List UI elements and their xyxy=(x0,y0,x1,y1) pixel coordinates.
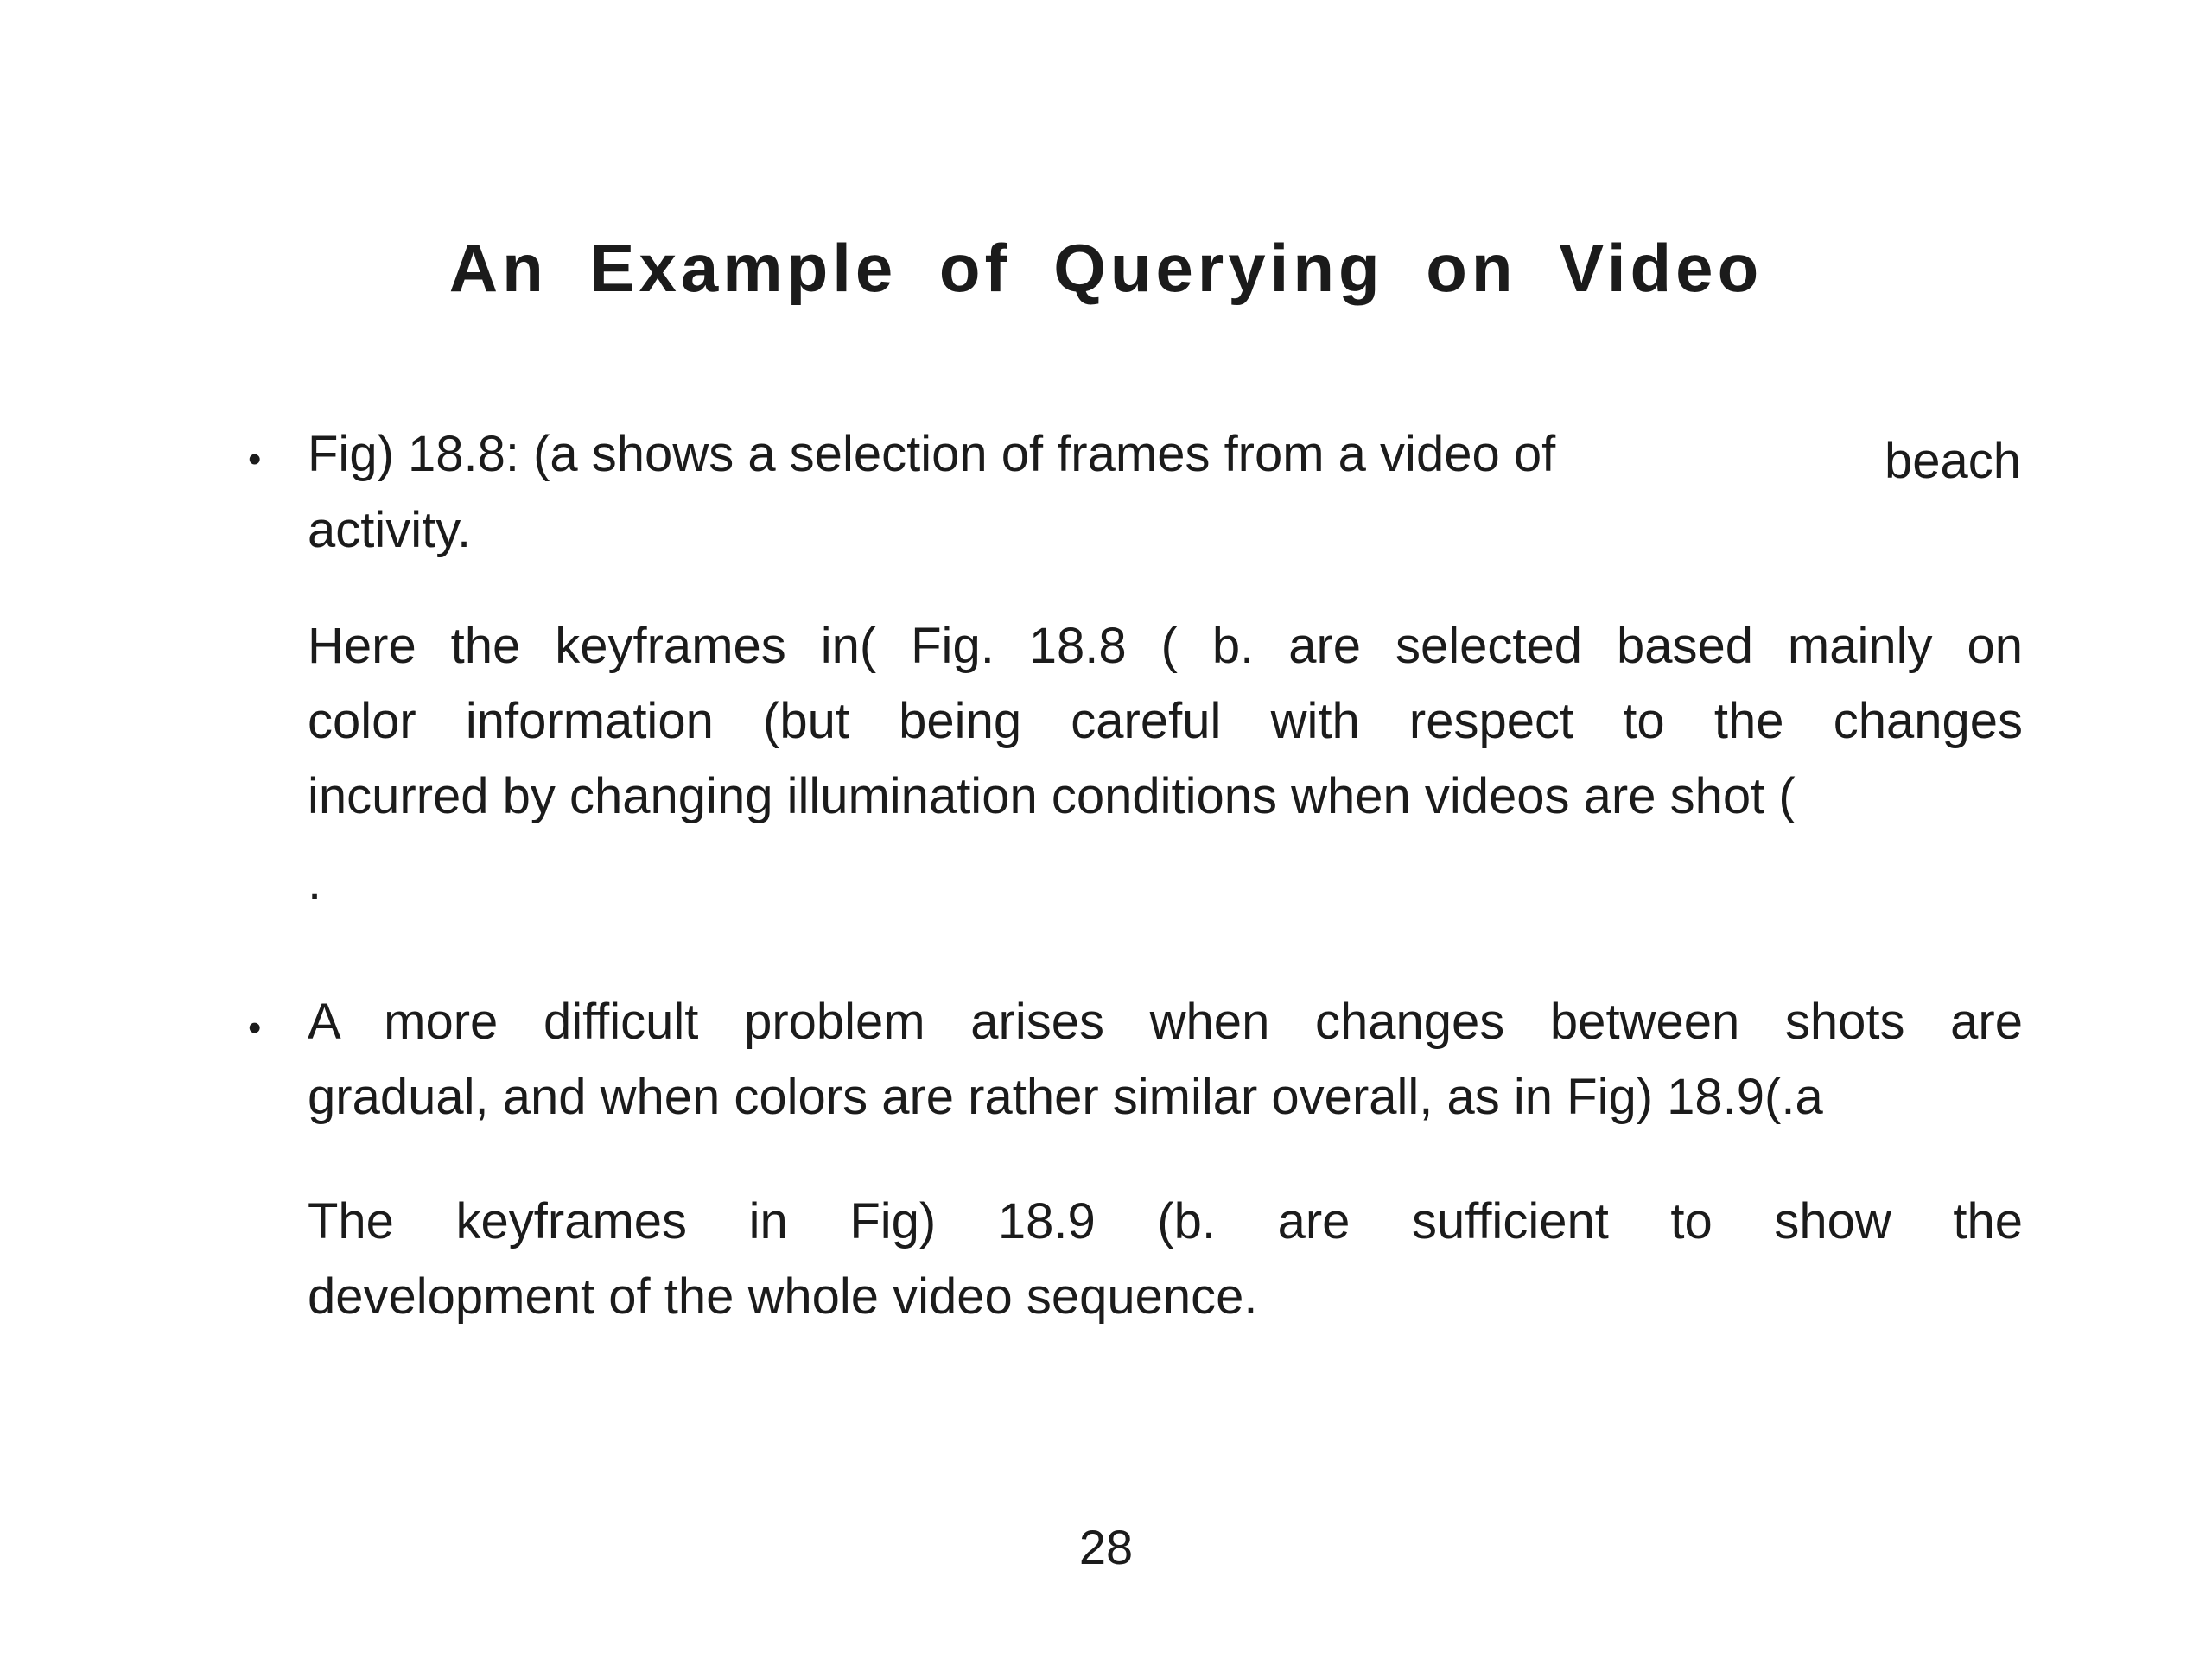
bullet-1-marker: • xyxy=(248,438,262,480)
bullet-1-line-1: Fig) 18.8: (a shows a selection of frames from a video of xyxy=(308,426,1556,482)
bullet-1-line-2: activity. xyxy=(308,502,472,558)
bullet-2-para-2-line-1: The keyframes in Fig) 18.9 (b. are sufficient to show the xyxy=(308,1193,2023,1249)
bullet-1-para-2-line-1: Here the keyframes in( Fig. 18.8 ( b. are selected based mainly on xyxy=(308,618,2023,674)
page-number: 28 xyxy=(1078,1520,1134,1574)
bullet-2-line-2: gradual, and when colors are rather similar overall, as in Fig) 18.9(.a xyxy=(308,1069,1823,1125)
bullet-1-line-1-right: beach xyxy=(1884,433,2021,489)
bullet-2-line-1: A more difficult problem arises when changes between shots are xyxy=(308,994,2023,1050)
bullet-1-para-2-line-4: . xyxy=(308,855,322,911)
bullet-1-para-2-line-2: color information (but being careful with respect to the changes xyxy=(308,693,2023,749)
slide-title: An Example of Querying on Video xyxy=(448,230,1764,306)
bullet-2-marker: • xyxy=(248,1007,262,1049)
bullet-1-para-2-line-3: incurred by changing illumination conditions when videos are shot ( xyxy=(308,768,1796,824)
bullet-2-para-2-line-2: development of the whole video sequence. xyxy=(308,1268,1258,1325)
